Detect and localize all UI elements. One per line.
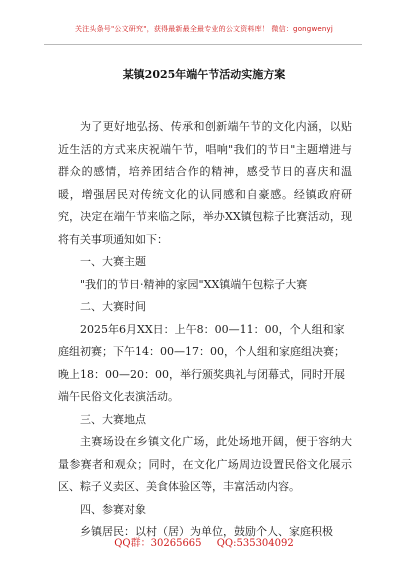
footer-qq: QQ:535304092 — [216, 538, 294, 549]
document-body — [58, 116, 352, 544]
section-text-time-line1: 2025年6月XX日：上午8：00—11：00，个人组和家 — [80, 322, 345, 336]
header-notice: 关注头条号"公文研究"，获得最新最全最专业的公文资料库！ 微信：gongwenyj — [74, 25, 334, 33]
header-divider — [44, 44, 362, 45]
document-title: 某镇2025年端午节活动实施方案 — [122, 68, 286, 81]
footer-contact — [0, 534, 408, 549]
section-heading-theme: 一、大赛主题 — [80, 255, 146, 268]
section-text-time-line2: 庭组初赛；下午14：00—17：00，个人组和家庭组决赛； — [58, 345, 345, 358]
intro-paragraph: 为了更好地弘扬、传承和创新端午节的文化内涵，以贴近生活的方式来庆祝端午节，唱响"我们的节日"主题增进与群众的感情，培养团结合作的精神，感受节日的喜庆和温暖，增强居民对传统文化的认同感和自豪感。经镇政府研究，决定在端午节来临之际，举办XX镇包粽子比赛活动，现将有关事项通知如下： — [58, 120, 352, 246]
section-text-time-line3: 晚上18：00—20：00，举行颁奖典礼与闭幕式，同时开展 — [58, 367, 345, 381]
section-text-theme: "我们的节日·精神的家园"XX镇端午包粽子大赛 — [80, 277, 308, 291]
section-text-venue: 主赛场设在乡镇文化广场，此处场地开阔，便于容纳大量参赛者和观众；同时，在文化广场周边设置民俗文化展示区、粽子义卖区、美食体验区等，丰富活动内容。 — [58, 435, 352, 493]
section-text-time-line4: 端午民俗文化表演活动。 — [58, 390, 179, 403]
section-text-participants: 乡镇居民：以村（居）为单位，鼓励个人、家庭积极 — [80, 525, 333, 538]
section-heading-venue: 三、大赛地点 — [80, 412, 146, 426]
section-heading-participants: 四、参赛对象 — [80, 502, 146, 516]
footer-qq-group: QQ群：30265665 — [114, 538, 202, 549]
section-heading-time: 二、大赛时间 — [80, 300, 146, 313]
